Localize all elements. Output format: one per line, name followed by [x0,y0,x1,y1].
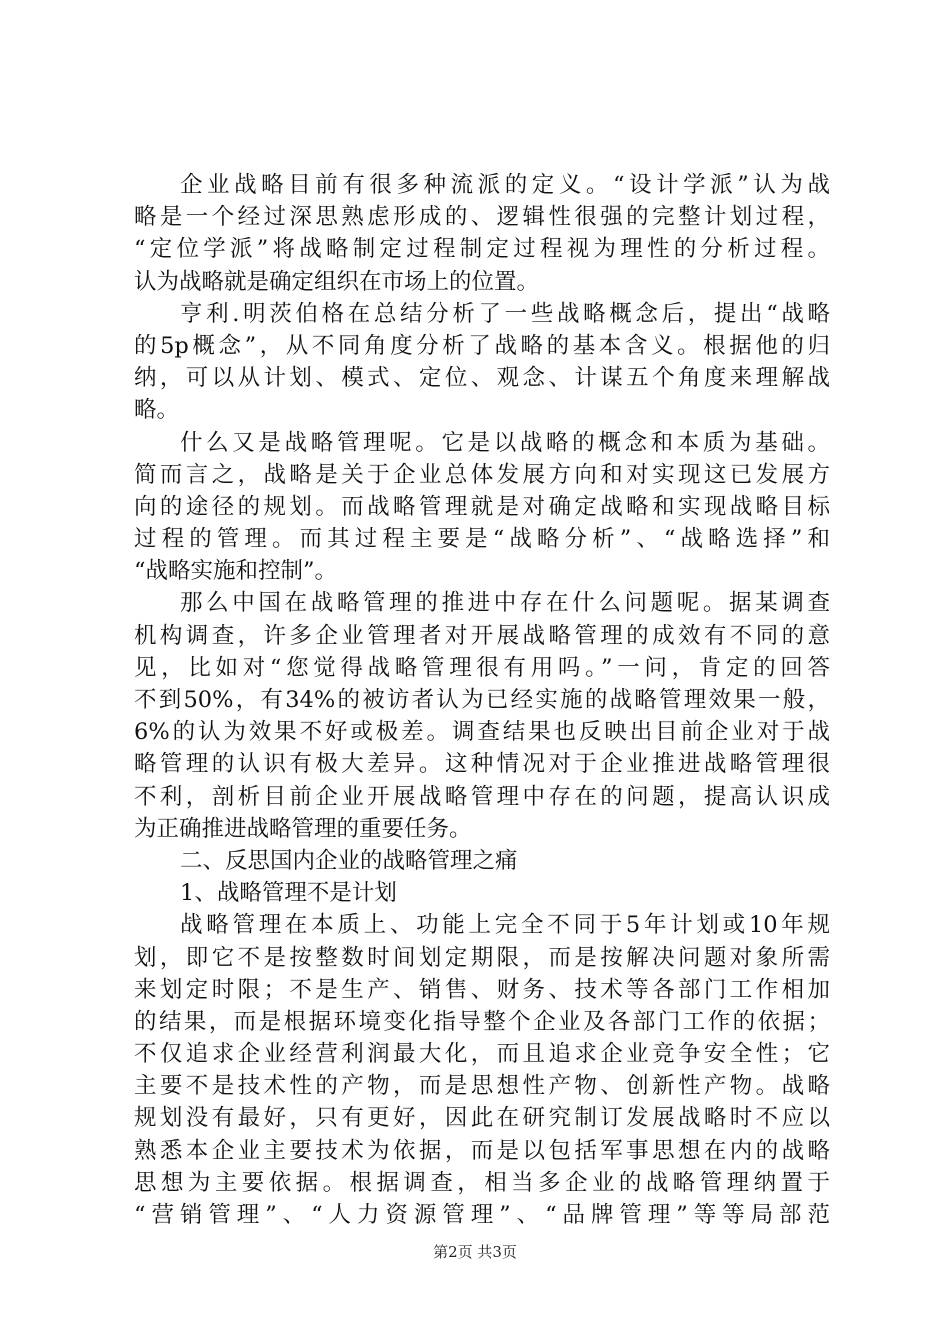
text-line: 不利，剖析目前企业开展战略管理中存在的问题，提高认识成 [134,783,830,810]
text-line: “营销管理”、“人力资源管理”、“品牌管理”等等局部范 [134,1202,830,1228]
text-line: 不仅追求企业经营利润最大化，而且追求企业竞争安全性；它 [134,1041,830,1068]
text-line: 机构调查，许多企业管理者对开展战略管理的成效有不同的意 [134,622,830,649]
text-line: 略。 [134,397,180,424]
text-line: 纳，可以从计划、模式、定位、观念、计谋五个角度来理解战 [134,365,830,392]
text-line: 企业战略目前有很多种流派的定义。“设计学派”认为战 [180,172,830,198]
text-line: 简而言之，战略是关于企业总体发展方向和对实现这已发展方 [134,461,830,488]
text-line: 划，即它不是按整数时间划定期限，而是按解决问题对象所需 [134,944,830,971]
text-line: 不到50%，有34%的被访者认为已经实施的战略管理效果一般， [134,687,830,713]
text-line: 那么中国在战略管理的推进中存在什么问题呢。据某调查 [180,590,830,617]
text-line: 见，比如对“您觉得战略管理很有用吗。”一问，肯定的回答 [134,654,830,681]
text-line: 熟悉本企业主要技术为依据，而是以包括军事思想在内的战略 [134,1137,830,1164]
text-line: 认为战略就是确定组织在市场上的位置。 [134,268,540,295]
text-line: 的5p概念”，从不同角度分析了战略的基本含义。根据他的归 [134,332,830,359]
page-footer: 第2页 共3页 [433,1243,517,1261]
text-line: 亨利.明茨伯格在总结分析了一些战略概念后，提出“战略 [180,300,830,327]
text-line: “战略实施和控制”。 [134,558,338,585]
text-line: 战略管理在本质上、功能上完全不同于5年计划或10年规 [180,912,830,939]
text-line: 主要不是技术性的产物，而是思想性产物、创新性产物。战略 [134,1073,830,1100]
document-body [134,169,830,1231]
text-line: 来划定时限；不是生产、销售、财务、技术等各部门工作相加 [134,976,830,1003]
text-line: 什么又是战略管理呢。它是以战略的概念和本质为基础。 [180,429,830,456]
section-heading: 二、反思国内企业的战略管理之痛 [180,847,518,874]
text-line: 略管理的认识有极大差异。这种情况对于企业推进战略管理很 [134,751,830,778]
text-line: 略是一个经过深思熟虑形成的、逻辑性很强的完整计划过程， [134,204,830,231]
text-line: 思想为主要依据。根据调查，相当多企业的战略管理纳置于 [134,1169,830,1196]
section-heading: 1、战略管理不是计划 [180,880,397,907]
text-line: 向的途径的规划。而战略管理就是对确定战略和实现战略目标 [134,493,830,520]
text-line: 规划没有最好，只有更好，因此在研究制订发展战略时不应以 [134,1105,830,1132]
text-line: 过程的管理。而其过程主要是“战略分析”、“战略选择”和 [134,526,830,553]
text-line: 6%的认为效果不好或极差。调查结果也反映出目前企业对于战 [134,719,830,746]
text-line: 的结果，而是根据环境变化指导整个企业及各部门工作的依据； [134,1008,830,1035]
text-line: 为正确推进战略管理的重要任务。 [134,815,472,842]
text-line: “定位学派”将战略制定过程制定过程视为理性的分析过程。 [134,236,830,263]
